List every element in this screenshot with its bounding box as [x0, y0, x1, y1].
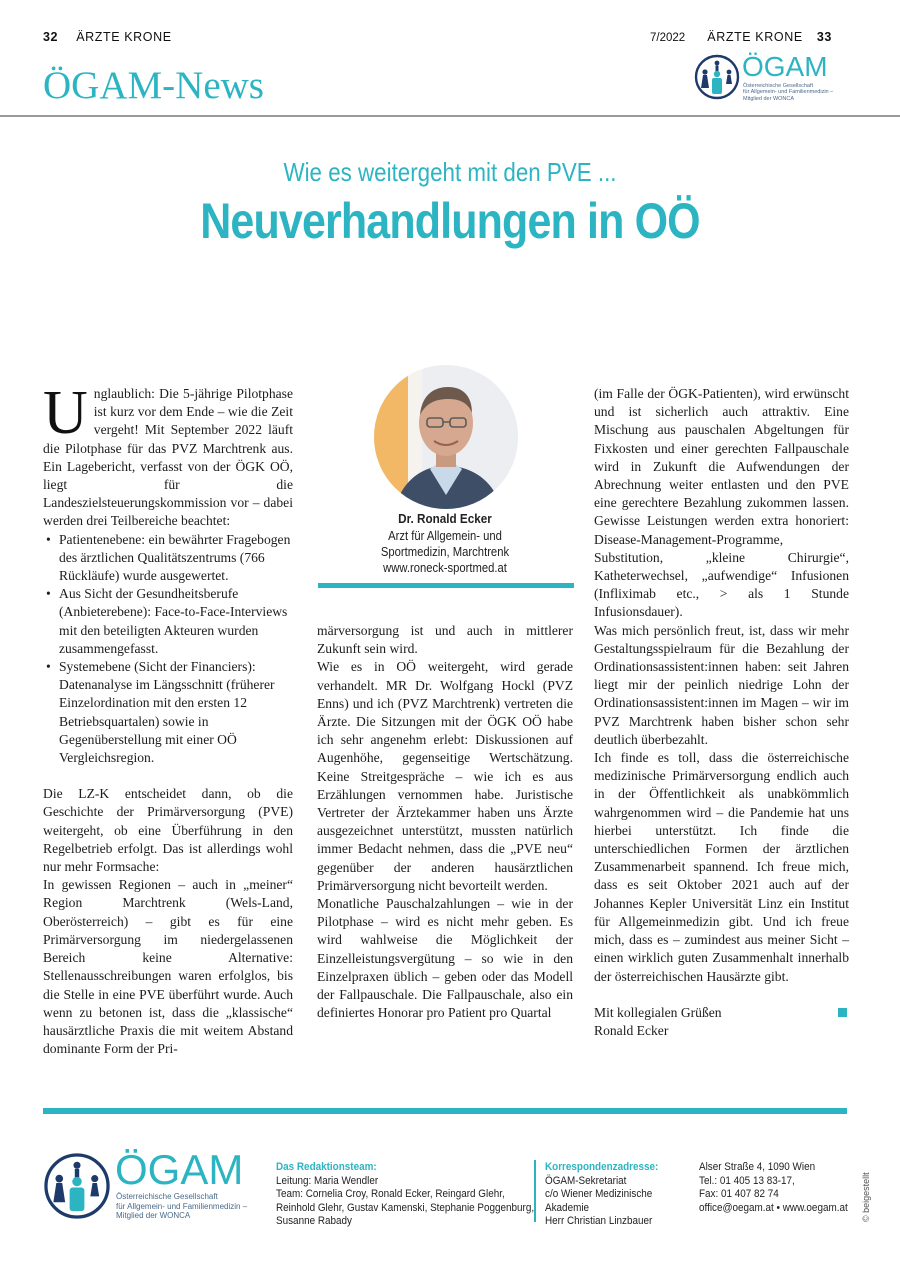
address-title: Korrespondenzadresse:	[545, 1161, 659, 1173]
end-of-article-mark	[838, 1008, 847, 1017]
article-kicker: Wie es weitergeht mit den PVE ...	[283, 157, 617, 187]
oegam-logo-header	[694, 51, 839, 104]
logo-wordmark: ÖGAM	[742, 51, 828, 82]
photo-credit: © beigestellt	[861, 1172, 871, 1222]
address-line: ÖGAM-Sekretariat	[545, 1174, 627, 1187]
body-paragraph: In gewissen Regionen – auch in „meiner“ Region Marchtrenk (Wels-Land, Oberösterreich) – gibt es für eine Primärversorgung im niedergelassenen Bereich keine Alternative: Stellenausschreibungen waren erfolglos, bis die Stelle in eine PVE überführt wurde. Auch wenn zu betonen ist, dass die „klassische“ hausärztliche Praxis die mit weitem Abstand dominante Form der Pri-	[43, 877, 293, 1057]
oegam-logo-footer	[43, 1146, 253, 1224]
contact-phone: Tel.: 01 405 13 83-17,	[699, 1174, 795, 1187]
contact-info	[699, 1161, 852, 1215]
logo-subtitle	[743, 83, 833, 102]
body-paragraph: Wie es in OÖ weitergeht, wird gerade verhandelt. MR Dr. Wolfgang Hockl (PVZ Enns) und ich (PVZ Marchtrenk) vertreten die Ärzte. Die Sitzungen mit der ÖGK OÖ habe ich sehr angenehm erlebt: Diskussionen auf Augenhöhe, gegenseitige Wertschätzung. Keine Streitgespräche – wie ich es aus Erzählungen vernommen habe. Juristische Vertreter der Ärztekammer haben uns Ärzte ausgezeichnet unterstützt, mussten natürlich immer Bedacht nehmen, dass die „PVE neu“ gegenüber der anderen hausärztlichen Primärversorgung nicht bevorteilt werden.	[317, 659, 573, 893]
footer-bar	[43, 1108, 847, 1114]
bullet-list	[43, 531, 293, 768]
body-paragraph: märversorgung ist und auch in mittlerer Zukunft sein wird.	[317, 623, 573, 657]
oegam-emblem-icon	[43, 1152, 111, 1220]
portrait-image	[374, 365, 518, 509]
drop-cap: U	[43, 379, 88, 447]
body-paragraph: (im Falle der ÖGK-Patienten), wird erwünscht und ist sicherlich auch attraktiv. Eine Mischung aus pauschalen Abgeltungen für Fixkosten und einer gerechten Fallpauschale wird in Zukunft die Aufwendungen der Abrechnung weiter entlasten und den PVE eine gerechtere Bezahlung zukommen lassen. Gewisse Leistungen werden extra honoriert: Disease-Management-Programme, Substitution, „kleine Chirurgie“, Katheterwechsel, „aufwendige“ Infusionen (Infliximab etc., > als 1 Stunde Infusionsdauer).	[594, 386, 849, 620]
logo-subtitle-line: Mitglied der WONCA	[743, 95, 795, 102]
bullet-item: • Aus Sicht der Gesundheitsberufe (Anbieterebene): Face-to-Face-Interviews mit den beteiligten Akteuren wurden zusammengefasst.	[59, 585, 293, 658]
left-magazine-name: ÄRZTE KRONE	[76, 30, 172, 44]
contact-street: Alser Straße 4, 1090 Wien	[699, 1161, 816, 1173]
logo-subtitle	[116, 1192, 247, 1221]
contact-email-web[interactable]: office@oegam.at • www.oegam.at	[699, 1201, 848, 1214]
left-page-number: 32	[43, 30, 59, 44]
right-page-number: 33	[816, 30, 832, 44]
address-line: c/o Wiener Medizinische Akademie	[545, 1188, 653, 1214]
body-paragraph: Die LZ-K entscheidet dann, ob die Geschichte der Primärversorgung (PVE) weitergeht, ob eine Überführung in den Regelbetrieb erfolgt. Das ist allerdings wohl nur mehr Formsache:	[43, 786, 293, 875]
bullet-item: • Patientenebene: ein bewährter Fragebogen des ärztlichen Qualitätszentrums (766 Rückläufe) wurde ausgewertet.	[59, 531, 293, 586]
section-title: ÖGAM-News	[43, 64, 264, 107]
intro-paragraph	[43, 379, 293, 531]
header-rule	[0, 115, 900, 117]
left-running-header	[43, 30, 172, 44]
editorial-team-line: Susanne Rabady	[276, 1215, 352, 1227]
footer-divider	[534, 1160, 536, 1222]
logo-subtitle-line: für Allgemein- und Familienmedizin –	[743, 89, 834, 96]
oegam-emblem-icon	[694, 54, 740, 100]
author-name: Dr. Ronald Ecker	[398, 511, 492, 526]
contact-fax: Fax: 01 407 82 74	[699, 1188, 779, 1200]
logo-subtitle-line: Österreichische Gesellschaft	[116, 1192, 218, 1201]
bullet-item: • Systemebene (Sicht der Financiers): Datenanalyse im Längsschnitt (früherer Einzelordination mit den ersten 12 Betriebsquartalen) sowie in Gegenüberstellung mit einer OÖ Vergleichsregion.	[59, 658, 293, 767]
editorial-team-line: Reinhold Glehr, Gustav Kamenski, Stephanie Poggenburg,	[276, 1201, 535, 1214]
signature: Ronald Ecker	[594, 1022, 669, 1038]
issue-number: 7/2022	[650, 32, 686, 44]
article-headline: Neuverhandlungen in OÖ	[200, 193, 700, 249]
logo-subtitle-line: für Allgemein- und Familienmedizin –	[116, 1201, 248, 1211]
editorial-team	[276, 1161, 537, 1229]
right-running-header	[650, 30, 832, 44]
editorial-team-line: Leitung: Maria Wendler	[276, 1174, 379, 1187]
author-role: Arzt für Allgemein- und Sportmedizin, Marchtrenk	[380, 529, 510, 559]
body-paragraph: Was mich persönlich freut, ist, dass wir mehr Gestaltungsspielraum für die Bezahlung der Ordinationsassistent:innen haben: seit Jahren liegt mir der peinlich niedrige Lohn der Ordinationsassistent:innen im Magen – wir im PVZ Marchtrenk haben bisher schon sehr deutlich überbezahlt.	[594, 622, 849, 747]
body-paragraph: Ich finde es toll, dass die österreichische medizinische Primärversorgung endlich auch in der Öffentlichkeit als unabkömmlich wahrgenommen wird – die Pandemie hat uns hierbei unterstützt. Ich finde die unterschiedlichen Formen der ärztlichen Zusammenarbeit spannend. Ich freue mich, dass es seit Oktober 2021 auch auf der Johannes Kepler Universität Linz ein Institut für Allgemeinmedizin gibt. Und ich freue mich, dass es – zumindest aus meiner Sicht – einen wirklich guten Zusammenhalt innerhalb der österreichischen Hausärzte gibt.	[594, 750, 849, 984]
author-portrait	[374, 365, 518, 509]
article-column-2	[317, 622, 573, 1022]
address-line: Herr Christian Linzbauer	[545, 1215, 653, 1227]
article-column-1	[43, 379, 293, 1058]
intro-text: nglaublich: Die 5-jährige Pilotphase ist kurz vor dem Ende – wie die Zeit vergeht! Mit September 2022 läuft die Pilotphase für das PVZ Marchtrenk aus. Ein Lagebericht, verfasst von der ÖGK OÖ, liegt für die Landeszielsteuerungskommission vor – dabei werden drei Teilbereiche beachtet:	[43, 386, 293, 529]
closing-line: Mit kollegialen Grüßen	[594, 1004, 722, 1020]
logo-wordmark: ÖGAM	[115, 1146, 244, 1193]
right-magazine-name: ÄRZTE KRONE	[707, 30, 803, 44]
editorial-team-line: Team: Cornelia Croy, Ronald Ecker, Reingard Glehr,	[276, 1188, 505, 1200]
article-column-3	[594, 385, 849, 1040]
logo-subtitle-line: Österreichische Gesellschaft	[743, 83, 813, 89]
body-paragraph: Monatliche Pauschalzahlungen – wie in der Pilotphase – wird es nicht mehr geben. Es wird wahlweise die Möglichkeit der Einzelleistungsvergütung – so wie in den Einzelpraxen üblich – geben oder das Modell der Fallpauschale. Die Fallpauschale, also ein definiertes Honorar pro Patient pro Quartal	[317, 896, 573, 1021]
correspondence-address	[545, 1161, 698, 1229]
author-website-link[interactable]: www.roneck-sportmed.at	[383, 561, 507, 575]
author-box-bar	[318, 583, 574, 588]
editorial-team-title: Das Redaktionsteam:	[276, 1161, 377, 1173]
logo-subtitle-line: Mitglied der WONCA	[116, 1211, 191, 1220]
